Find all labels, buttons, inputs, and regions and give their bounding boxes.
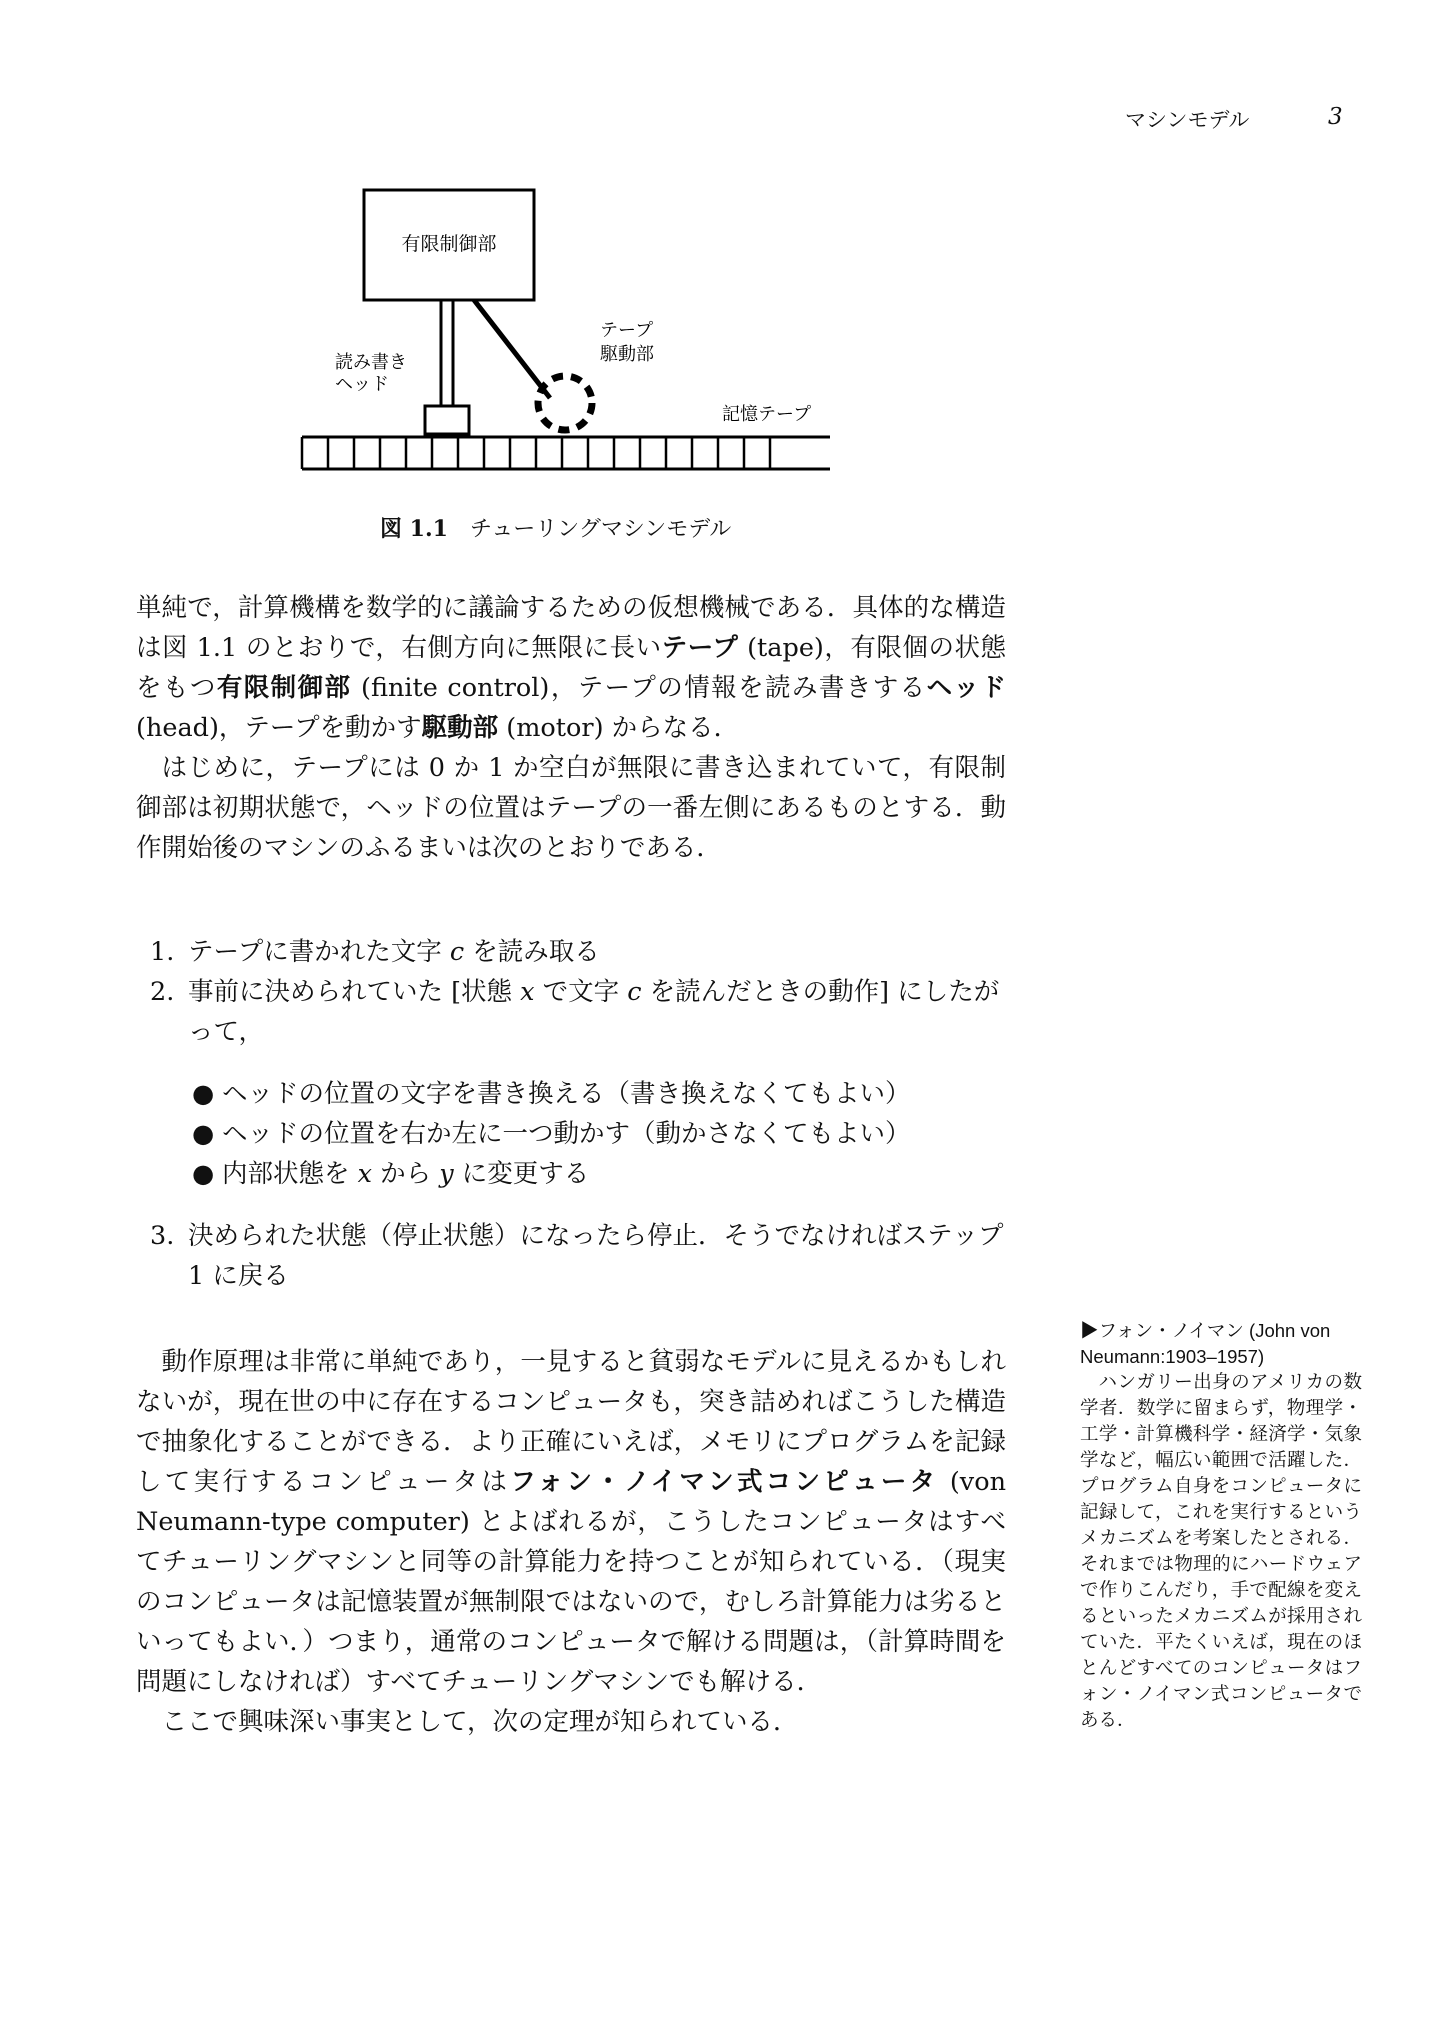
figure-caption xyxy=(380,512,860,543)
rw-head-label-line1: 読み書き xyxy=(335,352,407,373)
main-text xyxy=(136,588,1006,868)
tape-cells xyxy=(302,437,770,469)
bullet-icon: ● xyxy=(192,1119,215,1149)
bullet-icon: ● xyxy=(192,1159,215,1189)
paragraph-4: ここで興味深い事実として，次の定理が知られている． xyxy=(161,1707,799,1737)
term-tape: テープ xyxy=(661,633,739,663)
side-note-body: ハンガリー出身のアメリカの数学者．数学に留まらず，物理学・工学・計算機科学・経済学・気象学など，幅広い範囲で活躍した．プログラム自身をコンピュータに記録して，これを実行するというメカニズムを考案したとされる．それまでは物理的にハードウェアで作りこんだり，手で配線を変えるといったメカニズムが採用されていた．平たくいえば，現在のほとんどすべてのコンピュータはフォン・ノイマン式コンピュータである． xyxy=(1080,1372,1362,1731)
rw-head-block xyxy=(425,406,469,434)
paragraph-2: はじめに，テープには 0 か 1 か空白が無限に書き込まれていて，有限制御部は初期状態で，ヘッドの位置はテープの一番左側にあるものとする．動作開始後のマシンのふるまいは次のとおりである． xyxy=(136,753,1006,863)
tape-label: 記憶テープ xyxy=(722,404,812,425)
paragraph-3: 動作原理は非常に単純であり，一見すると貧弱なモデルに見えるかもしれないが，現在世の中に存在するコンピュータも，突き詰めればこうした構造で抽象化することができる．より正確にいえば，メモリにプログラムを記録して実行するコンピュータはフォン・ノイマン式コンピュータ (von Neumann-type computer) とよばれるが，こうしたコンピュータはすべてチューリングマシンと同等の計算能力を持つことが知られている．（現実のコンピュータは記憶装置が無制限ではないので，むしろ計算能力は劣るといってもよい．）つまり，通常のコンピュータで解ける問題は，（計算時間を問題にしなければ）すべてチューリングマシンでも解ける． xyxy=(136,1347,1006,1697)
rw-head-label-line2: ヘッド xyxy=(335,374,389,395)
drive-label-line1: テープ xyxy=(600,320,654,341)
sub-list-item: ● ヘッドの位置の文字を書き換える（書き換えなくてもよい） xyxy=(192,1074,1010,1114)
term-finite-control: 有限制御部 xyxy=(216,673,352,703)
paragraph-1: 単純で，計算機構を数学的に議論するための仮想機械である．具体的な構造は図 1.1 のとおりで，右側方向に無限に長いテープ (tape)，有限個の状態をもつ有限制御部 (finite control)，テープの情報を読み書きするヘッド (head)，テープを動かす駆動部 (motor) からなる． xyxy=(136,593,1006,743)
section-title: マシンモデル xyxy=(1125,108,1250,132)
tape-drive-wheel xyxy=(538,376,592,430)
sub-list-item: ● ヘッドの位置を右か左に一つ動かす（動かさなくてもよい） xyxy=(192,1114,1010,1154)
main-text-continued xyxy=(136,1342,1006,1742)
sub-list-item: ● 内部状態を x から y に変更する xyxy=(192,1154,1010,1194)
list-item: 1. テープに書かれた文字 c を読み取る xyxy=(150,937,600,967)
list-item: 2. 事前に決められていた [状態 x で文字 c を読んだときの動作] にしたがって， xyxy=(150,977,1000,1047)
page-number: 3 xyxy=(1328,104,1343,130)
term-head: ヘッド xyxy=(926,673,1006,703)
term-von-neumann-computer: フォン・ノイマン式コンピュータ xyxy=(510,1467,939,1497)
turing-machine-diagram xyxy=(290,180,850,520)
finite-control-label: 有限制御部 xyxy=(401,233,497,255)
bullet-icon: ● xyxy=(192,1079,215,1109)
list-item: 3. 決められた状態（停止状態）になったら停止．そうでなければステップ 1 に戻る xyxy=(150,1221,1004,1291)
figure-caption-text: チューリングマシンモデル xyxy=(469,517,732,542)
turing-machine-figure xyxy=(290,180,850,520)
figure-number: 図 1.1 xyxy=(380,516,448,542)
running-header xyxy=(1125,104,1355,134)
drive-arm xyxy=(474,300,550,398)
operation-steps xyxy=(150,932,1010,1296)
term-motor: 駆動部 xyxy=(421,713,499,743)
side-note xyxy=(1080,1318,1362,1734)
side-note-heading: ▶フォン・ノイマン (John von Neumann:1903–1957) xyxy=(1080,1320,1331,1367)
drive-label-line2: 駆動部 xyxy=(600,344,654,365)
